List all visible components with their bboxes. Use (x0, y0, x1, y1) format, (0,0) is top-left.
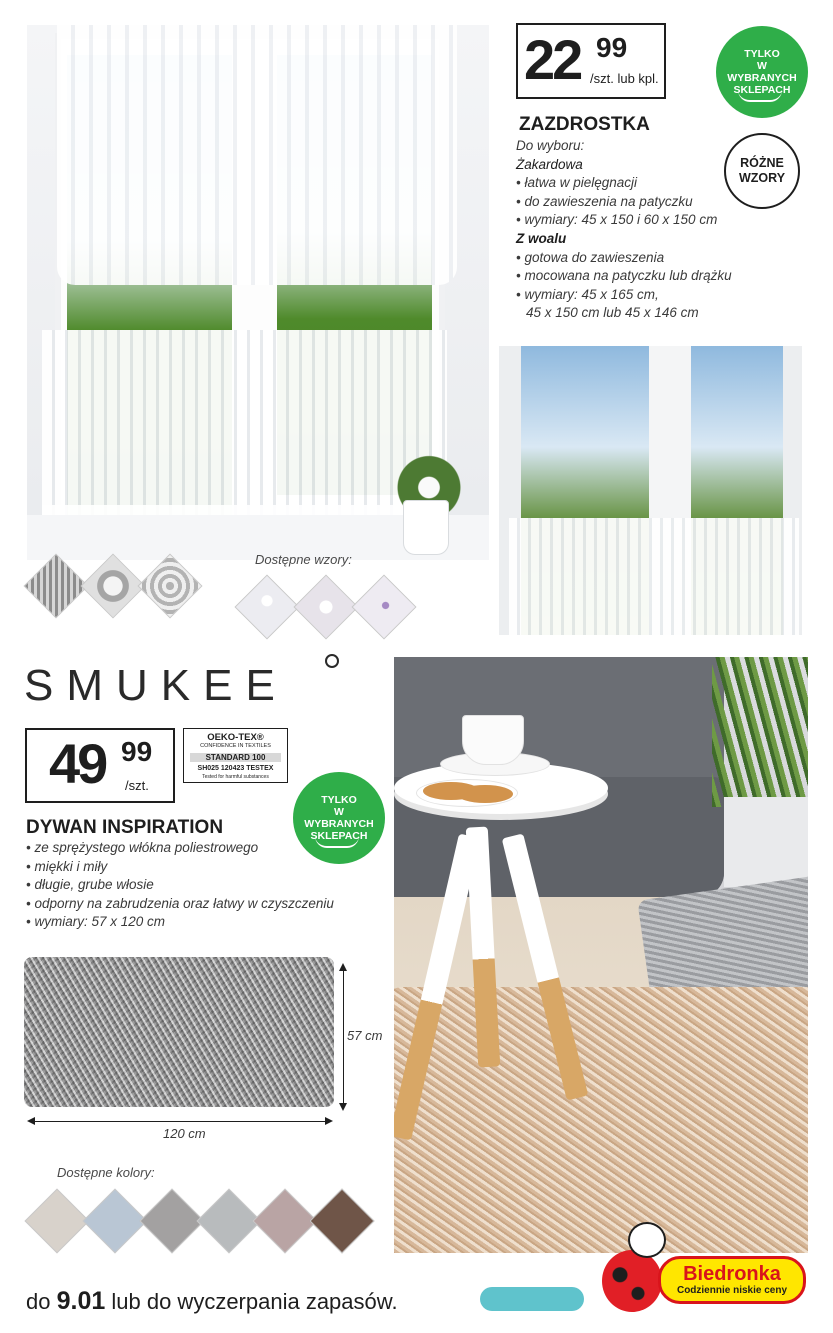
colors-label: Dostępne kolory: (57, 1165, 155, 1180)
arrow-left-icon (27, 1117, 35, 1125)
curtain-description (516, 137, 776, 323)
footer-validity (26, 1287, 398, 1316)
pattern-swatch[interactable] (234, 574, 299, 639)
color-swatch-blue[interactable] (82, 1188, 147, 1253)
footer-suffix: lub do wyczerpania zapasów. (105, 1289, 398, 1314)
pattern-swatch[interactable] (293, 574, 358, 639)
ladybug-head-icon (628, 1222, 666, 1258)
curtain-selected-stores-badge (716, 26, 808, 118)
rug-price-unit: /szt. (125, 778, 149, 793)
rug-bullet: • ze sprężystego włókna poliestrowego (26, 839, 366, 858)
dimension-line-width (31, 1121, 329, 1122)
rug-price-main: 49 (49, 732, 106, 795)
rug-description (26, 839, 366, 932)
rug-price-cents: 99 (121, 736, 153, 767)
arrow-up-icon (339, 963, 347, 971)
oeko-tex-subtitle: CONFIDENCE IN TEXTILES (200, 743, 271, 749)
footer-date: 9.01 (56, 1287, 106, 1315)
badge-text: TYLKO W WYBRANYCH SKLEPACH (304, 794, 374, 842)
pattern-swatch[interactable] (351, 574, 416, 639)
curtain-price-unit: /szt. lub kpl. (590, 71, 659, 86)
curtain-window-photo (27, 25, 489, 560)
rug-title: DYWAN INSPIRATION (26, 817, 224, 838)
rug-price-box (25, 728, 175, 803)
color-swatch-brown[interactable] (309, 1188, 374, 1253)
curtain-bullet-continuation: 45 x 150 cm lub 45 x 146 cm (526, 305, 699, 321)
color-swatch-beige[interactable] (24, 1188, 89, 1253)
smukee-logo-circle-icon (325, 654, 339, 668)
color-swatch-grey[interactable] (139, 1188, 204, 1253)
curtain-group-jacquard: Żakardowa (516, 156, 583, 172)
various-patterns-badge: RÓŻNE WZORY (724, 133, 800, 209)
curtain-bullet: • wymiary: 45 x 165 cm, (516, 286, 776, 305)
curtain-bullet: • do zawieszenia na patyczku (516, 193, 776, 212)
curtain-window-photo-2 (499, 346, 802, 635)
curtain-title: ZAZDROSTKA (519, 114, 650, 135)
rug-product-image (24, 957, 334, 1107)
curtain-price-main: 22 (524, 28, 581, 91)
rug-bullet: • miękki i miły (26, 858, 366, 877)
pattern-swatch[interactable] (80, 553, 145, 618)
badge-text: TYLKO W WYBRANYCH SKLEPACH (727, 48, 797, 96)
curtain-price-box (516, 23, 666, 99)
color-swatch-rose[interactable] (252, 1188, 317, 1253)
curtain-bullet: • gotowa do zawieszenia (516, 249, 776, 268)
oeko-tex-note: Tested for harmful substances (202, 774, 269, 780)
dimension-height-label: 57 cm (347, 1028, 383, 1043)
footer-prefix: do (26, 1289, 57, 1314)
patterns-label: Dostępne wzory: (255, 552, 352, 567)
smukee-logo: SMUKEE (24, 661, 288, 710)
curtain-bullet: • łatwa w pielęgnacji (516, 174, 776, 193)
curtain-bullet: • mocowana na patyczku lub drążku (516, 267, 776, 286)
rug-bullet: • wymiary: 57 x 120 cm (26, 913, 366, 932)
rug-bullet: • odporny na zabrudzenia oraz łatwy w czyszczeniu (26, 895, 366, 914)
oeko-tex-label (183, 728, 288, 783)
curtain-bullet: • wymiary: 45 x 150 i 60 x 150 cm (516, 211, 776, 230)
rug-bullet: • długie, grube włosie (26, 876, 366, 895)
dimension-width-label: 120 cm (163, 1126, 206, 1141)
curtain-intro: Do wyboru: (516, 138, 585, 153)
ladybug-mascot-icon (602, 1250, 662, 1312)
dimension-line-height (343, 965, 344, 1107)
store-slogan: Codziennie niskie ceny (676, 1285, 788, 1296)
oeko-tex-brand: OEKO-TEX® (207, 732, 264, 743)
arrow-down-icon (339, 1103, 347, 1111)
rug-room-photo (394, 657, 808, 1253)
store-name: Biedronka (683, 1263, 781, 1285)
oeko-tex-standard: STANDARD 100 (190, 753, 281, 762)
pattern-swatch[interactable] (137, 553, 202, 618)
curtain-price-cents: 99 (596, 32, 628, 63)
pattern-swatch[interactable] (23, 553, 88, 618)
curtain-group-voile: Z woalu (516, 230, 567, 246)
footer-pill (480, 1287, 584, 1311)
arrow-right-icon (325, 1117, 333, 1125)
oeko-tex-code: SH025 120423 TESTEX (197, 765, 274, 772)
biedronka-logo (658, 1256, 806, 1304)
